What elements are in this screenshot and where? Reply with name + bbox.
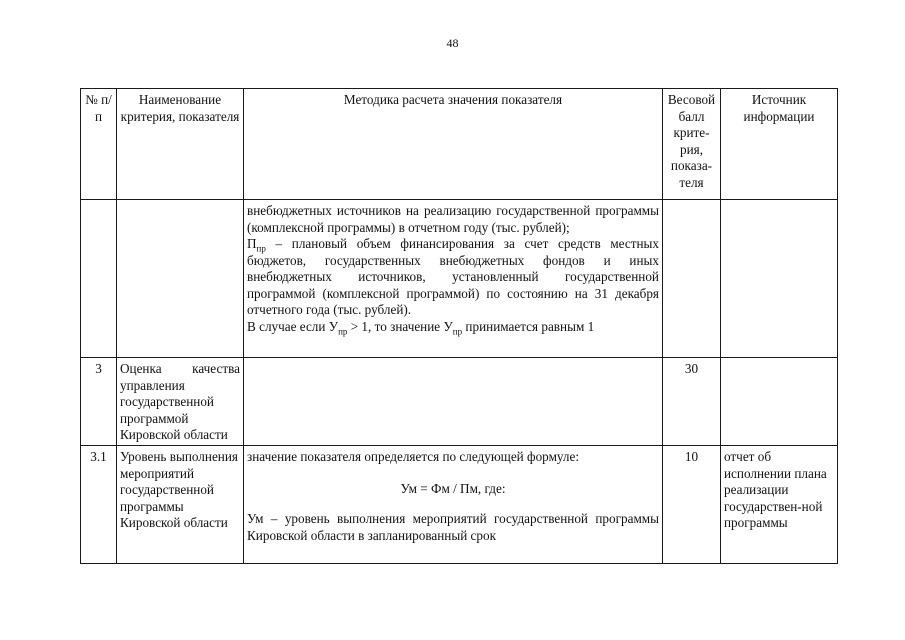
table-row-continuation: [81, 200, 838, 358]
cell-weight: 30: [663, 358, 721, 446]
cell-source: [721, 358, 838, 446]
method-text-p-definition: $П_{пр}$ – плановый объем финансирования за счет средств местных бюджетов, государственных внебюджетных фондов и иных внебюджетных источников, установленный государственной программой (комплексной программой) по состоянию на 31 декабря отчетного года (тыс. рублей).: [247, 236, 659, 317]
method-intro: значение показателя определяется по следующей формуле:: [247, 449, 580, 464]
criteria-table: [80, 88, 838, 564]
header-name: Наименование критерия, показателя: [117, 89, 244, 200]
cell-num: 3: [81, 358, 117, 446]
cell-name: [117, 200, 244, 358]
header-weight: Весовой балл крите-рия, показа-теля: [663, 89, 721, 200]
table-header-row: [81, 89, 838, 200]
cell-name: Оценка качества управления государственной программой Кировской области: [117, 358, 244, 446]
cell-source: отчет об исполнении плана реализации государствен-ной программы: [721, 446, 838, 564]
cell-weight: 10: [663, 446, 721, 564]
cell-num: 3.1: [81, 446, 117, 564]
table-row-3: [81, 358, 838, 446]
method-text-condition: В случае если $У_{пр} > 1$, то значение $У_{пр}$ принимается равным 1: [247, 318, 595, 337]
header-num: № п/п: [81, 89, 117, 200]
cell-num: [81, 200, 117, 358]
method-definition: Ум – уровень выполнения мероприятий государственной программы Кировской области в запланированный срок: [247, 511, 659, 543]
header-method: Методика расчета значения показателя: [244, 89, 663, 200]
cell-method: [244, 358, 663, 446]
header-source: Источник информации: [721, 89, 838, 200]
cell-weight: [663, 200, 721, 358]
cell-method: [244, 200, 663, 358]
formula: Ум = Фм / Пм, где:: [400, 480, 506, 496]
cell-name: Уровень выполнения мероприятий государственной программы Кировской области: [117, 446, 244, 564]
cell-source: [721, 200, 838, 358]
page-number: 48: [446, 36, 459, 50]
method-text-line: внебюджетных источников на реализацию государственной программы (комплексной программы) в отчетном году (тыс. рублей);: [247, 203, 659, 235]
cell-method: [244, 446, 663, 564]
table-row-3-1: [81, 446, 838, 564]
